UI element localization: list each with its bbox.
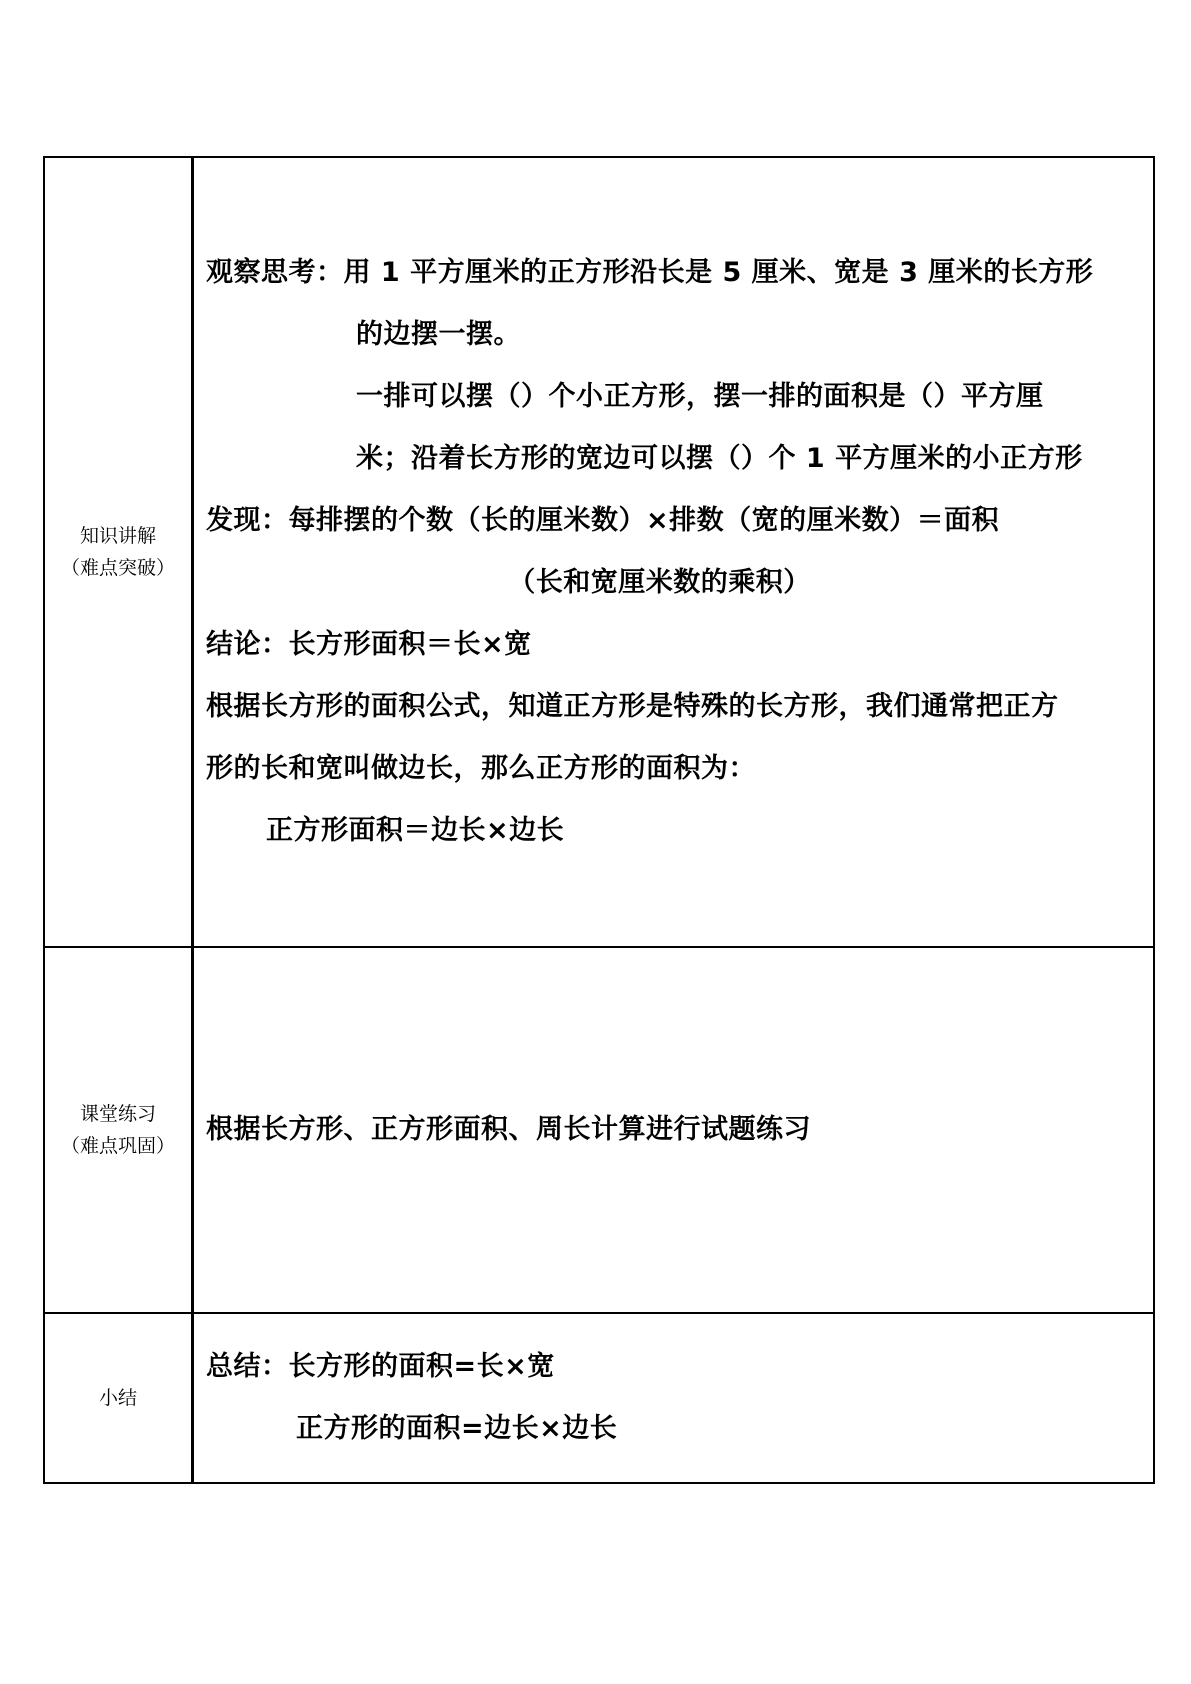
observe-line-2: 的边摆一摆。 [356,319,521,350]
formula-explain-line-2: 形的长和宽叫做边长，那么正方形的面积为： [206,753,756,784]
practice-label-cell [44,947,193,1313]
summary-line-2: 正方形的面积=边长×边长 [296,1413,618,1444]
knowledge-content-cell [193,157,1155,947]
practice-label-title: 课堂练习 [79,1103,156,1125]
conclusion-line: 结论：长方形面积＝长×宽 [206,629,532,660]
summary-content [194,1336,1153,1460]
summary-content-cell [193,1313,1155,1483]
knowledge-label-title: 知识讲解 [79,525,156,547]
discovery-line: 发现：每排摆的个数（长的厘米数）×排数（宽的厘米数）＝面积 [206,505,1000,536]
observe-line-4: 米；沿着长方形的宽边可以摆（）个 1 平方厘米的小正方形 [356,443,1083,474]
knowledge-label-subtitle: （难点突破） [60,557,175,579]
lesson-table [43,156,1155,1484]
square-formula-line: 正方形面积＝边长×边长 [266,815,565,846]
summary-label: 小结 [98,1387,137,1409]
knowledge-label-cell [44,157,193,947]
knowledge-content [194,242,1153,862]
row-practice [44,947,1154,1313]
formula-explain-line-1: 根据长方形的面积公式，知道正方形是特殊的长方形，我们通常把正方 [206,691,1059,722]
discovery-note: （长和宽厘米数的乘积） [508,567,811,598]
row-knowledge [44,157,1154,947]
practice-text: 根据长方形、正方形面积、周长计算进行试题练习 [206,1114,811,1145]
practice-label-subtitle: （难点巩固） [60,1135,175,1157]
observe-line-3: 一排可以摆（）个小正方形，摆一排的面积是（）平方厘 [356,381,1044,412]
summary-line-1: 总结：长方形的面积=长×宽 [206,1351,555,1382]
practice-content-cell [193,947,1155,1313]
observe-line-1: 观察思考：用 1 平方厘米的正方形沿长是 5 厘米、宽是 3 厘米的长方形 [206,257,1094,288]
summary-label-cell [44,1313,193,1483]
row-summary [44,1313,1154,1483]
